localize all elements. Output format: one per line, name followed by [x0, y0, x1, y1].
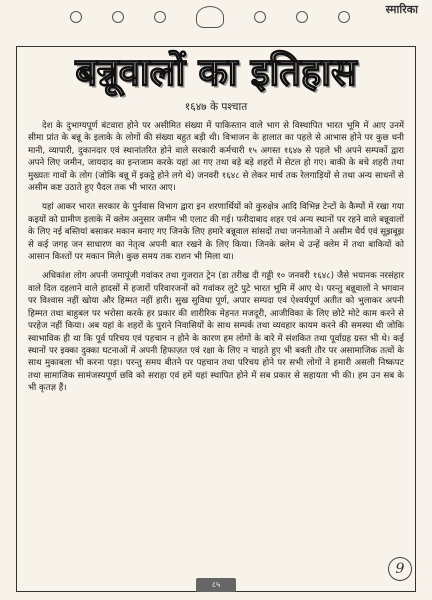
paragraph: यहां आकर भारत सरकार के पुर्नवास विभाग द्वारा इन शरणार्थियों को कुरुक्षेत्र आदि विभिन्न टेन्टों के कैम्पों में रखा गया कइयों को ग्रामीण इलाके में क्लेम अनुसार जमीन भी एलाट की गई। फरीदाबाद शहर एवं अन्य स्थानों पर रहने वाले बन्नूवालों के लिए नई बस्तियां बसाकर मकान बनाए गए जिनके लिए हमारे बन्नूवाल सांसदों तथा जननेताओं ने असीम धैर्य एवं सूझबूझ से कई जगह जन साधारण का नेतृत्व अपनी बात रखने के लिए किया। जिनके क्लेम थे उन्हें क्लेम में तथा बाकियों को आसान किश्तों पर मकान मिले। कुछ समय तक राशन भी मिला था।: [28, 202, 404, 263]
article-title: बन्नूवालों का इतिहास: [75, 49, 357, 94]
ornament-circle-icon: [338, 11, 350, 23]
ornament-circle-icon: [154, 11, 166, 23]
page-number: ८५: [196, 578, 236, 592]
ornament-circle-icon: [296, 11, 308, 23]
article-body: [28, 120, 404, 402]
paragraph: अधिकांश लोग अपनी जमापूंजी गवांकर तथा गुजरात ट्रेन (डा तरीख दी गड्डी १० जनवरी १६४८) जैसे भयानक नरसंहार वाले दिल दहलाने वाले हादसों में हजारों परिवारजनों को गवांकर लुटे पुटे भारत भूमि में आए थे। परन्तु बन्नूवालों ने भगवान पर विश्वास नहीं खोया और हिम्मत नहीं हारी। सुख सुविधा पूर्ण, अपार सम्पदा एवं ऐश्वर्यपूर्ण अतीत को भुलाकर अपनी हिम्मत तथा बाहुबल पर भरोसा करके हर प्रकार की शारीरिक मेहनत मजदूरी, आजीविका के लिए छोटे मोटे काम करने से परहेज नहीं किया। अब यहां के शहरों के पुराने निवासियों के साथ सम्पर्क तथा व्यवहार कायम करने की समस्या थी जोकि स्वाभाविक ही था कि पूर्व परिचय एवं पहचान न होने के कारण हम लोगों के बारे में संशकित तथा पूर्वाग्रह ग्रस्त भी थे। कई स्थानों पर इक्का दुक्का घटनाओं में अपनी हिफाज़त एवं रक्षा के लिए न चाहते हुए भी बक्ती तौर पर असामाजिक तत्वों के साथ मुकाबला भी करना पड़ा। परन्तु समय बीतने पर पहचान तथा परिचय होने पर सभी लोगों ने हमारी असली निष्कपट तथा सामाजिक सामंजस्यपूर्ण छवि को सराहा एवं हमें यहां स्थापित होने में सब प्रकार से सहायता भी की। हम उन सब के भी कृतज्ञ हैं।: [28, 271, 404, 394]
article-subtitle: १६४७ के पश्चात: [184, 101, 248, 113]
paragraph: देश के दुभाग्यपूर्ण बंटवारा होने पर असीमित संख्या में पाकिस्तान वाले भाग से विस्थापित भारत भूमि में आए उनमें सीमा प्रांत के बन्नू के इलाके के लोगों की संख्या बहुत बड़ी थी। विभाजन के हालात का पहले से आभास होने पर कुछ धनी मानी, व्यापारी, दुकानदार एवं स्थानांतरित होने वाले सरकारी कर्मचारी १५ अगस्त १६४७ से पहले भी अपने सम्पर्को द्वारा अपने लिए जमीन, जायदाद का इन्तजाम करके यहां आ गए तथा बड़े बड़े शहरों में सेटल हो गए। बाकी के बचे शहरी तथा मुख्यतः गावों के लोग (जोकि बन्नू में इकट्ठे होने लगे थे) जनवरी १६४८ से लेकर मार्च तक रेलगाड़ियों से तथा अन्य साधनों से असीम कष्ट उठाते हुए पैदल तक भी भारत आए।: [28, 121, 404, 194]
header-ornament: [70, 6, 350, 28]
magazine-name: स्मारिका: [385, 3, 418, 16]
ornament-circle-icon: [70, 11, 82, 23]
handwritten-page-mark: 9: [388, 557, 412, 581]
deity-emblem-icon: [196, 6, 224, 28]
ornament-circle-icon: [254, 11, 266, 23]
ornament-circle-icon: [112, 11, 124, 23]
